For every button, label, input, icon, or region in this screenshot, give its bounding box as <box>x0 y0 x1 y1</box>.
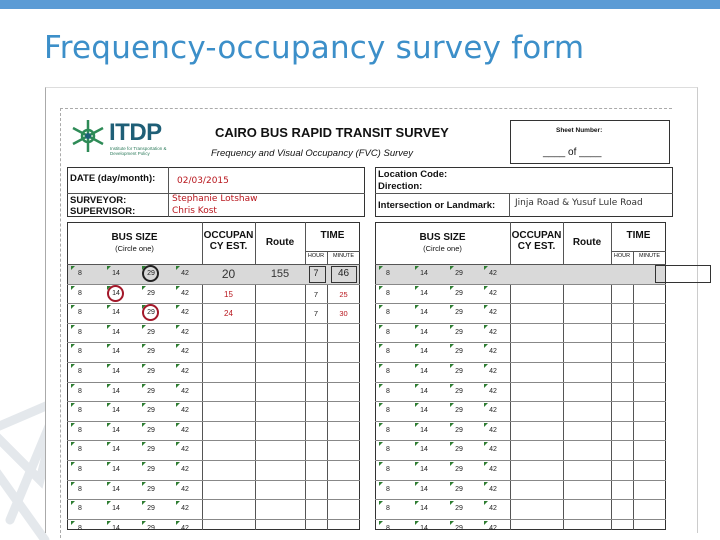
bus-size-option-8: 8 <box>78 270 82 277</box>
table-row-rule <box>67 303 360 304</box>
table-row-rule <box>67 519 360 520</box>
bus-size-option-14: 14 <box>112 289 120 297</box>
sheet-number-label: Sheet Number: <box>556 127 603 134</box>
table-row-rule <box>67 440 360 441</box>
bus-size-option-29: 29 <box>147 309 155 317</box>
table-row-rule <box>375 342 666 343</box>
occupancy-value: 20 <box>221 267 236 281</box>
left-route-header: Route <box>265 237 295 248</box>
bus-size-option-42: 42 <box>489 407 497 415</box>
bus-size-option-14: 14 <box>112 466 120 473</box>
bus-size-option-14: 14 <box>420 309 428 317</box>
table-row-rule <box>375 362 666 363</box>
bus-size-option-8: 8 <box>386 505 390 513</box>
bus-size-option-8: 8 <box>386 407 390 415</box>
bus-size-option-14: 14 <box>420 524 428 532</box>
bus-size-option-42: 42 <box>181 505 189 513</box>
location-code-label: Location Code: <box>378 169 448 180</box>
bus-size-option-14: 14 <box>420 387 428 395</box>
bus-size-option-29: 29 <box>455 505 463 513</box>
bus-size-option-14: 14 <box>420 289 428 297</box>
bus-size-option-42: 42 <box>489 426 497 434</box>
bus-size-option-29: 29 <box>147 505 155 513</box>
bus-size-option-29: 29 <box>147 328 155 336</box>
right-route-header: Route <box>572 237 602 248</box>
bus-size-option-29: 29 <box>455 368 463 375</box>
bus-size-option-29: 29 <box>455 348 463 356</box>
table-row-rule <box>375 480 666 481</box>
bus-size-option-42: 42 <box>181 426 189 434</box>
bus-size-option-8: 8 <box>78 309 82 317</box>
bus-size-option-29: 29 <box>455 466 463 473</box>
bus-size-option-8: 8 <box>78 426 82 434</box>
bus-size-option-14: 14 <box>112 368 120 375</box>
bus-size-option-29: 29 <box>455 289 463 297</box>
right-occupancy-header-2: CY EST. <box>517 241 556 252</box>
left-occupancy-header-1: OCCUPAN <box>203 230 254 241</box>
table-row-rule <box>375 440 666 441</box>
bus-size-option-14: 14 <box>420 466 428 473</box>
form-subtitle: Frequency and Visual Occupancy (FVC) Survey <box>211 148 414 159</box>
bus-size-option-8: 8 <box>78 328 82 336</box>
bus-size-option-29: 29 <box>455 426 463 434</box>
intersection-label: Intersection or Landmark: <box>378 200 496 211</box>
surveyor-label: SURVEYOR: <box>70 195 127 206</box>
supervisor-value: Chris Kost <box>172 206 217 216</box>
bus-size-option-8: 8 <box>78 466 82 473</box>
bus-size-option-42: 42 <box>181 466 189 473</box>
minute-box <box>331 266 357 283</box>
left-time-rule <box>305 251 360 252</box>
bus-size-option-29: 29 <box>455 328 463 336</box>
table-row-rule <box>67 480 360 481</box>
sheet-number-box <box>510 120 670 164</box>
bus-size-option-14: 14 <box>112 485 120 493</box>
bus-size-option-8: 8 <box>78 407 82 415</box>
bus-size-option-14: 14 <box>420 485 428 493</box>
date-value: 02/03/2015 <box>177 176 229 186</box>
bus-size-option-42: 42 <box>181 348 189 356</box>
bus-size-option-14: 14 <box>420 368 428 375</box>
bus-size-option-42: 42 <box>489 289 497 297</box>
bus-size-option-42: 42 <box>489 328 497 336</box>
circled-bus-size <box>107 285 124 302</box>
bus-size-option-42: 42 <box>181 289 189 297</box>
bus-size-option-42: 42 <box>181 446 189 454</box>
dashed-border-left <box>60 108 61 538</box>
bus-size-option-14: 14 <box>112 407 120 415</box>
minute-value: 46 <box>337 268 350 279</box>
bus-size-option-42: 42 <box>181 368 189 375</box>
logo-subtitle: Institute for Transportation & Development Policy <box>110 146 167 156</box>
bus-size-option-8: 8 <box>386 270 390 277</box>
bus-size-option-14: 14 <box>112 387 120 395</box>
bus-size-option-8: 8 <box>386 524 390 532</box>
bus-size-option-8: 8 <box>386 387 390 395</box>
table-row-rule <box>67 362 360 363</box>
left-hour-header: HOUR <box>307 253 325 259</box>
table-row-rule <box>375 382 666 383</box>
bus-size-option-14: 14 <box>112 328 120 336</box>
bus-size-option-42: 42 <box>489 348 497 356</box>
bus-size-option-29: 29 <box>455 485 463 493</box>
bus-size-option-42: 42 <box>181 407 189 415</box>
bus-size-option-14: 14 <box>420 407 428 415</box>
bus-size-option-14: 14 <box>112 348 120 356</box>
table-row-rule <box>67 284 360 285</box>
bus-size-option-29: 29 <box>455 446 463 454</box>
left-minute-header: MINUTE <box>332 253 355 259</box>
bus-size-option-29: 29 <box>147 368 155 375</box>
bus-size-option-29: 29 <box>147 466 155 473</box>
bus-size-option-8: 8 <box>78 387 82 395</box>
surveyor-value: Stephanie Lotshaw <box>172 194 258 204</box>
right-hour-line <box>633 251 634 530</box>
table-row-rule <box>67 421 360 422</box>
route-value: 155 <box>270 268 290 280</box>
bus-size-option-8: 8 <box>386 426 390 434</box>
table-row-rule <box>375 303 666 304</box>
bus-size-option-42: 42 <box>181 328 189 336</box>
bus-size-option-29: 29 <box>455 387 463 395</box>
bus-size-option-29: 29 <box>147 387 155 395</box>
table-row-rule <box>375 284 666 285</box>
bus-size-option-8: 8 <box>78 368 82 375</box>
table-row-rule <box>67 401 360 402</box>
bus-size-option-29: 29 <box>147 348 155 356</box>
bus-size-option-42: 42 <box>489 387 497 395</box>
minute-value: 25 <box>339 289 348 299</box>
right-time-header: TIME <box>626 230 651 241</box>
bus-size-option-8: 8 <box>78 348 82 356</box>
table-row-rule <box>67 382 360 383</box>
bus-size-option-42: 42 <box>181 524 189 532</box>
left-time-header: TIME <box>320 230 345 241</box>
bus-size-option-42: 42 <box>489 270 497 277</box>
bus-size-option-14: 14 <box>420 270 428 277</box>
bus-size-option-8: 8 <box>386 328 390 336</box>
supervisor-label: SUPERVISOR: <box>70 206 136 217</box>
bus-size-option-29: 29 <box>147 524 155 532</box>
bus-size-option-14: 14 <box>420 328 428 336</box>
bus-size-option-29: 29 <box>147 289 155 297</box>
bus-size-option-8: 8 <box>386 368 390 375</box>
bus-size-option-42: 42 <box>489 309 497 317</box>
bus-size-option-14: 14 <box>112 446 120 454</box>
bus-size-option-29: 29 <box>147 407 155 415</box>
table-row-rule <box>375 401 666 402</box>
bus-size-option-42: 42 <box>181 309 189 317</box>
bus-size-option-8: 8 <box>386 446 390 454</box>
occupancy-value: 15 <box>224 289 233 299</box>
left-occupancy-header-2: CY EST. <box>209 241 248 252</box>
direction-label: Direction: <box>378 181 423 192</box>
minute-value: 30 <box>339 309 348 319</box>
table-row-rule <box>375 323 666 324</box>
bus-size-option-29: 29 <box>147 446 155 454</box>
bus-size-option-14: 14 <box>112 309 120 317</box>
bus-size-option-42: 42 <box>489 524 497 532</box>
right-time-box <box>655 265 711 283</box>
intersection-value: Jinja Road & Yusuf Lule Road <box>515 198 643 208</box>
bus-size-option-42: 42 <box>489 446 497 454</box>
logo-wordmark: ITDP <box>109 119 162 146</box>
bus-size-option-42: 42 <box>181 485 189 493</box>
bus-size-option-14: 14 <box>420 426 428 434</box>
itdp-logo-icon <box>70 118 106 158</box>
sheet-of-field: ____ of ____ <box>543 147 602 158</box>
table-row-rule <box>67 460 360 461</box>
bus-size-option-14: 14 <box>420 348 428 356</box>
bus-size-option-42: 42 <box>489 368 497 375</box>
hour-value: 7 <box>313 309 319 319</box>
hour-box <box>309 266 326 283</box>
right-circle-one-note: (Circle one) <box>423 244 462 253</box>
bus-size-option-29: 29 <box>455 407 463 415</box>
table-row-rule <box>67 499 360 500</box>
bus-size-option-29: 29 <box>455 524 463 532</box>
right-time-rule <box>611 251 666 252</box>
right-bus-size-header: BUS SIZE <box>419 232 466 243</box>
bus-size-option-29: 29 <box>147 270 155 277</box>
bus-size-option-29: 29 <box>455 270 463 277</box>
left-bus-size-header: BUS SIZE <box>111 232 158 243</box>
bus-size-option-14: 14 <box>112 270 120 277</box>
bus-size-option-8: 8 <box>78 446 82 454</box>
table-row-rule <box>67 323 360 324</box>
bus-size-option-8: 8 <box>78 524 82 532</box>
bus-size-option-29: 29 <box>147 426 155 434</box>
bus-size-option-8: 8 <box>78 485 82 493</box>
hour-value: 7 <box>313 268 319 278</box>
date-label: DATE (day/month): <box>70 173 156 184</box>
circled-bus-size <box>142 265 159 282</box>
table-row-rule <box>67 342 360 343</box>
occupancy-value: 24 <box>224 309 233 319</box>
bus-size-option-42: 42 <box>181 270 189 277</box>
hour-value: 7 <box>313 289 319 299</box>
bus-size-option-8: 8 <box>386 309 390 317</box>
form-title: CAIRO BUS RAPID TRANSIT SURVEY <box>215 125 449 140</box>
bus-size-option-14: 14 <box>420 505 428 513</box>
right-hour-header: HOUR <box>613 253 631 259</box>
bus-size-option-29: 29 <box>455 309 463 317</box>
bus-size-option-14: 14 <box>112 524 120 532</box>
bus-size-option-42: 42 <box>489 466 497 473</box>
bus-size-option-29: 29 <box>147 485 155 493</box>
bus-size-option-42: 42 <box>489 505 497 513</box>
bus-size-option-8: 8 <box>386 485 390 493</box>
bus-size-option-8: 8 <box>386 348 390 356</box>
bus-size-option-42: 42 <box>489 485 497 493</box>
bus-size-option-8: 8 <box>78 505 82 513</box>
right-minute-header: MINUTE <box>638 253 661 259</box>
table-row-rule <box>375 421 666 422</box>
bus-size-option-14: 14 <box>112 426 120 434</box>
bus-size-option-42: 42 <box>181 387 189 395</box>
bus-size-option-14: 14 <box>112 505 120 513</box>
bus-size-option-8: 8 <box>386 466 390 473</box>
table-row-rule <box>375 519 666 520</box>
bus-size-option-8: 8 <box>78 289 82 297</box>
slide-title: Frequency-occupancy survey form <box>44 30 585 66</box>
bus-size-option-14: 14 <box>420 446 428 454</box>
table-row-rule <box>375 499 666 500</box>
table-row-rule <box>375 460 666 461</box>
dashed-border-top <box>60 108 672 109</box>
bus-size-option-8: 8 <box>386 289 390 297</box>
right-occupancy-header-1: OCCUPAN <box>511 230 562 241</box>
left-circle-one-note: (Circle one) <box>115 244 154 253</box>
